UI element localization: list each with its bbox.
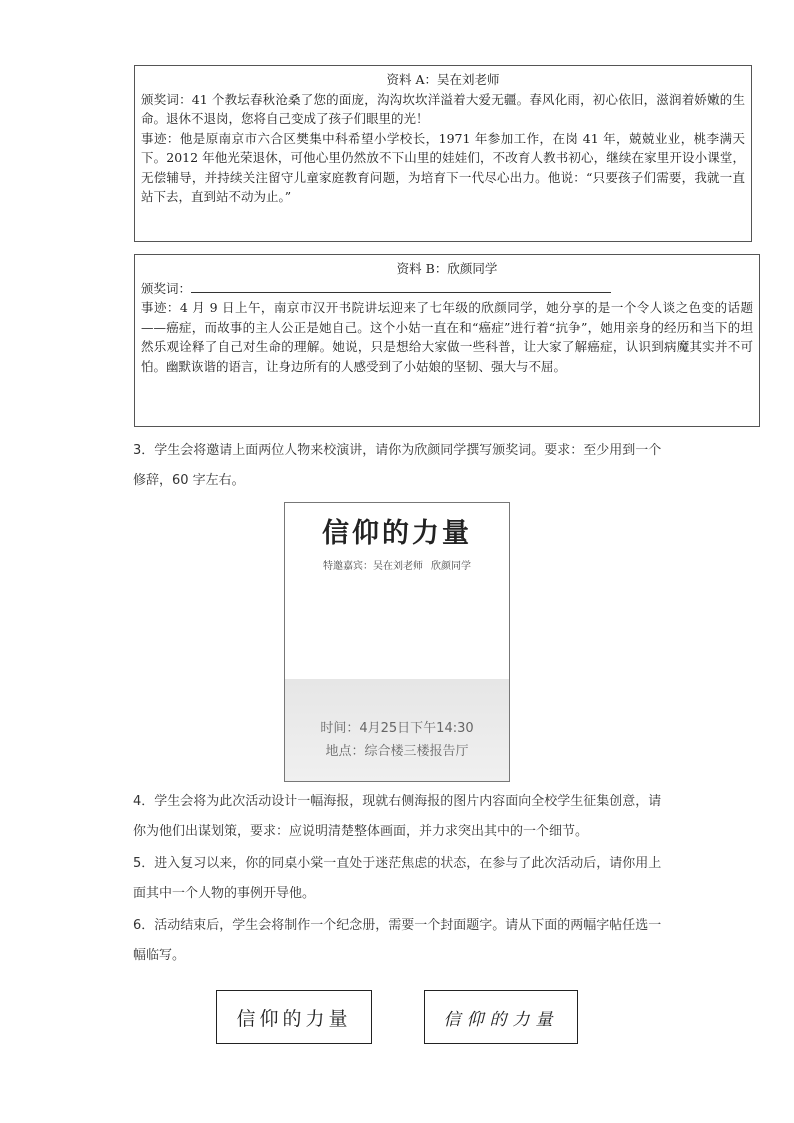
material-a-title: 资料 A：吴在刘老师 — [386, 72, 500, 87]
material-b-box — [134, 254, 760, 427]
material-b-title: 资料 B：欣颜同学 — [396, 261, 498, 276]
material-a-award: 颁奖词：41 个教坛春秋沧桑了您的面庞，沟沟坎坎洋溢着大爱无疆。春风化雨，初心依旧，滋润着娇嫩的生命。退休不退岗，您将自己变成了孩子们眼里的光！ — [141, 91, 745, 126]
material-b-award-line — [141, 279, 753, 299]
material-b-award-label: 颁奖词： — [141, 280, 192, 296]
material-a-box — [134, 65, 752, 242]
calligraphy-sample-1: 信仰的力量 — [216, 990, 372, 1044]
poster-guest-1: 特邀嘉宾：吴在刘老师 — [323, 561, 423, 572]
question-5: 5．进入复习以来，你的同桌小棠一直处于迷茫焦虑的状态，在参与了此次活动后，请你用上面其中一个人物的事例开导他。 — [133, 856, 662, 901]
calligraphy-sample-2: 信仰的力量 — [424, 990, 578, 1044]
question-4: 4．学生会将为此次活动设计一幅海报，现就右侧海报的图片内容面向全校学生征集创意，请你为他们出谋划策，要求：应说明清楚整体画面，并力求突出其中的一个细节。 — [133, 794, 662, 839]
poster-guests — [285, 557, 509, 572]
poster-time: 时间：4月25日下午14:30 — [320, 721, 474, 736]
question-3: 3．学生会将邀请上面两位人物来校演讲，请你为欣颜同学撰写颁奖词。要求：至少用到一个修辞，60 字左右。 — [133, 443, 662, 488]
poster-title: 信仰的力量 — [322, 518, 472, 549]
material-a-deeds: 事迹：他是原南京市六合区樊集中科希望小学校长，1971 年参加工作，在岗 41 年，兢兢业业，桃李满天下。2012 年他光荣退休，可他心里仍然放不下山里的娃娃们，不改育人教书初心，继续在家里开设小课堂，无偿辅导，并持续关注留守儿童家庭教育问题，为培育下一代尽心出力。他说：“只要孩子们需要，我就一直站下去，直到站不动为止。” — [141, 130, 745, 204]
material-b-deeds: 事迹：4 月 9 日上午，南京市汉开书院讲坛迎来了七年级的欣颜同学，她分享的是一个令人谈之色变的话题——癌症，而故事的主人公正是她自己。这个小姑一直在和“癌症”进行着“抗争”，她用亲身的经历和当下的坦然乐观诠释了自己对生命的理解。她说，只是想给大家做一些科普，让大家了解癌症，认识到病魔其实并不可怕。幽默诙谐的语言，让身边所有的人感受到了小姑娘的坚韧、强大与不屈。 — [141, 300, 753, 374]
poster-guest-2: 欣颜同学 — [431, 561, 471, 572]
poster-place: 地点：综合楼三楼报告厅 — [325, 744, 469, 759]
event-poster — [284, 502, 510, 782]
award-blank-line[interactable] — [191, 280, 611, 293]
question-6: 6．活动结束后，学生会将制作一个纪念册，需要一个封面题字。请从下面的两幅字帖任选一幅临写。 — [133, 918, 662, 963]
